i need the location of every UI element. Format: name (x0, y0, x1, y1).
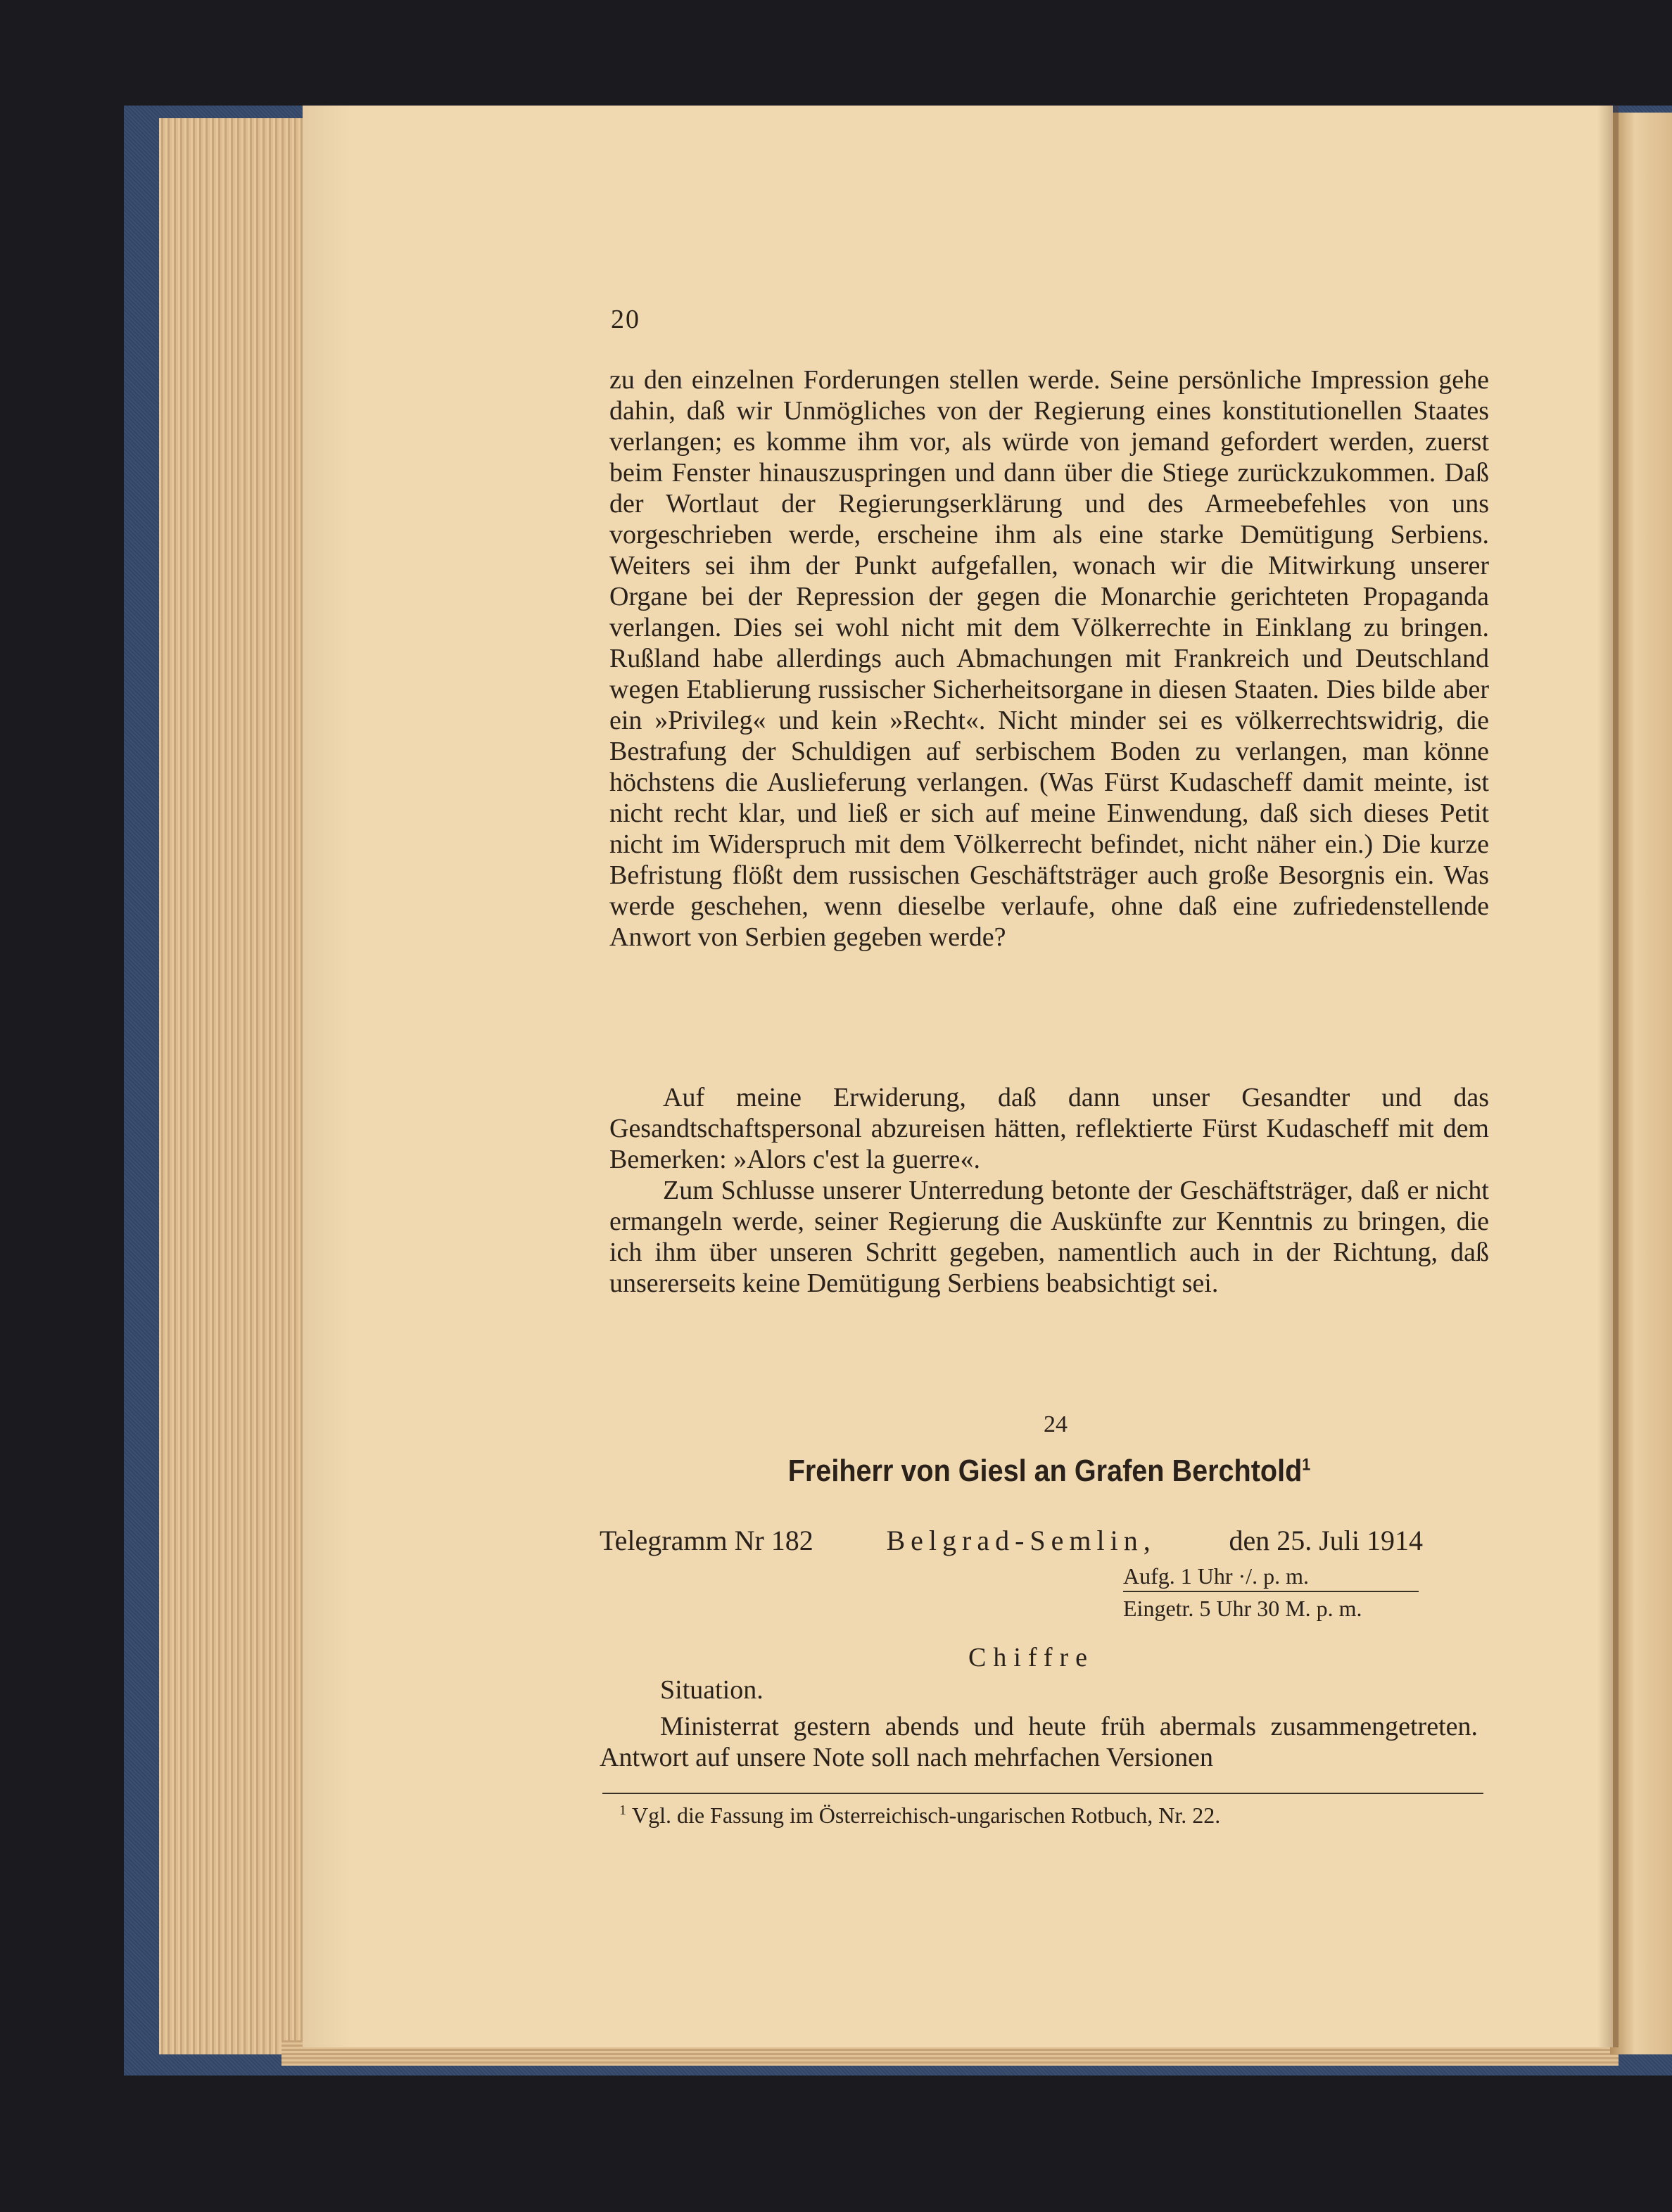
footnote-text: Vgl. die Fassung im Österreichisch-ungarischen Rotbuch, Nr. 22. (632, 1803, 1221, 1828)
telegram-body: Ministerrat gestern abends und heute früh abermals zusammengetreten. Antwort auf unsere Note soll nach mehrfachen Versionen (600, 1712, 1478, 1772)
paragraph-3: Zum Schlusse unserer Unterredung betonte der Geschäftsträger, daß er nicht ermangeln werde, seiner Regierung die Auskünfte zur Kenntnis zu bringen, die ich ihm über unseren Schritt gegeben, namentlich auch in der Richtung, daß unsererseits keine Demütigung Serbiens beabsichtigt sei. (609, 1176, 1489, 1298)
footnote-marker: 1 (619, 1803, 626, 1819)
document-number: 24 (1044, 1411, 1068, 1437)
footnote-reference: 1 (1302, 1455, 1311, 1475)
situation-label: Situation. (660, 1675, 764, 1705)
telegram-label: Telegramm Nr 182 (600, 1525, 813, 1556)
footnote (619, 1803, 1220, 1829)
paragraph-2: Auf meine Erwiderung, daß dann unser Gesandter und das Gesandtschaftspersonal abzureisen hätten, reflektierte Fürst Kudascheff mit dem Bemerken: »Alors c'est la guerre«. (609, 1083, 1489, 1174)
telegram-header (600, 1524, 1423, 1557)
facing-page-edge (1610, 113, 1672, 2054)
page-gutter (1597, 106, 1619, 2047)
page-edges-left (159, 118, 307, 2054)
received-time: Eingetr. 5 Uhr 30 M. p. m. (1123, 1596, 1362, 1621)
page-number: 20 (611, 305, 640, 334)
footnote-divider (602, 1793, 1483, 1794)
document-title-text: Freiherr von Giesl an Grafen Berchtold (787, 1454, 1303, 1488)
dispatch-time: Aufg. 1 Uhr ·/. p. m. (1123, 1563, 1419, 1592)
cipher-label: Chiffre (968, 1643, 1095, 1672)
document-title (654, 1454, 1445, 1489)
telegram-place: Belgrad-Semlin, (886, 1525, 1156, 1556)
telegram-date: den 25. Juli 1914 (1229, 1525, 1423, 1556)
paragraph-1: zu den einzelnen Forderungen stellen werde. Seine persönliche Impression gehe dahin, daß wir Unmögliches von der Regierung eines konstitutionellen Staates verlangen; es komme ihm vor, als würde von jemand gefordert werden, zuerst beim Fenster hinauszuspringen und dann über die Stiege zurückzukommen. Daß der Wortlaut der Regierungserklärung und des Armeebefehles von uns vorgeschrieben werde, erscheine ihm als eine starke Demütigung Serbiens. Weiters sei ihm der Punkt aufgefallen, wonach wir die Mitwirkung unserer Organe bei der Repression der gegen die Monarchie gerichteten Propaganda verlangen. Dies sei wohl nicht mit dem Völkerrechte in Einklang zu bringen. Rußland habe allerdings auch Abmachungen mit Frankreich und Deutschland wegen Etablierung russischer Sicherheitsorgane in diesen Staaten. Dies bilde aber ein »Privileg« und kein »Recht«. Nicht minder sei es völkerrechtswidrig, die Bestrafung der Schuldigen auf serbischem Boden zu verlangen, man könne höchstens die Auslieferung verlangen. (Was Fürst Kudascheff damit meinte, ist nicht recht klar, und ließ er sich auf meine Einwendung, daß sich dieses Petit nicht im Widerspruch mit dem Völkerrecht befindet, nicht näher ein.) Die kurze Befristung flößt dem russischen Geschäftsträger auch große Besorgnis ein. Was werde geschehen, wenn dieselbe verlaufe, ohne daß eine zufriedenstellende Anwort von Serbien gegeben werde? (609, 365, 1489, 952)
